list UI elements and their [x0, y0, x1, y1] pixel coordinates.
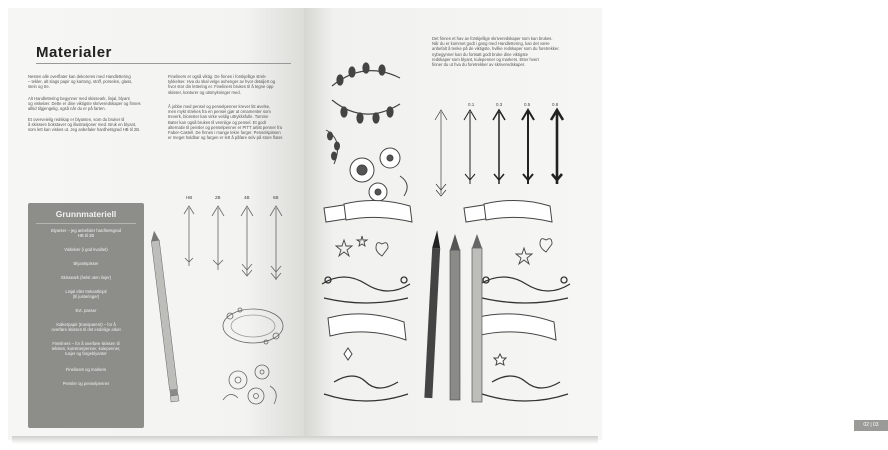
size-label-05: 0.5 — [524, 102, 531, 107]
paragraph-brush: Å jobbe med pensel og penselpenner krever litt øvelse, men mykt strekes fra en pensel gjør at ornamenter som treverk, blomster kan virke veldig uttrykksfulle. Tomme Bøter kan også brukes til vennlige og pensel. Et godt alternativ til pensler og penselpenner er PITT artist penner fra Faber-Castell. De finnes i mange lekre farger. Penselspissen er meget holdbar og fargen er lett å påføre selv på store flater. — [168, 104, 284, 141]
marker-illustration — [472, 234, 482, 402]
page-number: 02 | 03 — [854, 420, 888, 431]
banner-illustration-lower — [328, 314, 556, 365]
list-item: Skisseark (helst uten linjer) — [60, 275, 112, 280]
size-label-08: 0.8 — [552, 102, 559, 107]
fineliner-arrows — [435, 110, 563, 196]
open-book — [8, 8, 879, 444]
left-page — [8, 8, 304, 440]
flower-illustration — [350, 148, 407, 201]
paragraph-pencil: Et overveielig redskap er blyanten, som du bruker til å skissere bokstaver og illustrasjoner med. Bruk en blyant, som lett kan viskes ut. Jeg anbefaler hardhetsgrad HB til 2B. — [28, 117, 141, 133]
list-item: Fineliners – for å overføre skissen til teksten, kunstnerpenner, kulepenner, tusjer og fargeblyanter — [51, 341, 121, 356]
list-item: Pensler og penselpenner — [62, 381, 110, 386]
grade-label-2b: 2B — [215, 195, 221, 200]
flower-sketch — [223, 365, 276, 404]
page-title: Materialer — [36, 44, 112, 61]
paragraph-intro: Nesten alle overflater kan dekoreres med Handlettering – tekler, alt slags papir og kartong, stoff, porselen, glass, stein og tre. — [28, 74, 133, 90]
list-item: Viskelær (i god kvalitet) — [64, 247, 108, 252]
list-item: Linjal eller trekantlinjal (til justeringer) — [65, 289, 107, 299]
paragraph-tools: Alt Handlettering begynner med skisseark, linjal, blyant og viskelær. Dette er dine viktigste skriveredskaper og finnes alltid tilgjengelig, også når du er på farten. — [28, 96, 141, 112]
swirl-dividers — [322, 277, 570, 401]
list-item: Fineliners og markers — [65, 367, 107, 372]
pencil-illustration — [150, 230, 179, 402]
brush-pen-illustration — [450, 234, 460, 400]
list-item: Evt. passer — [75, 308, 97, 313]
book-shadow — [12, 436, 598, 444]
left-illustrations — [8, 8, 304, 440]
wreath-illustration — [332, 63, 400, 123]
list-item: Kalkerpapir (transparent) – for å overføre skissen til det endelige arket — [51, 322, 121, 332]
grade-label-6b: 6B — [273, 195, 279, 200]
pens-illustration — [424, 230, 482, 402]
grade-label-4b: 4B — [244, 195, 250, 200]
right-page — [304, 8, 879, 440]
arrow-sketches — [184, 206, 282, 280]
list-item: Blyantspisser — [73, 261, 99, 266]
right-illustrations — [304, 8, 602, 440]
sprig-illustration — [326, 130, 340, 164]
stars-hearts — [336, 236, 552, 264]
size-label-03: 0.3 — [496, 102, 503, 107]
grade-label-hb: HB — [186, 195, 193, 200]
paragraph-intro-right: Det finnes et hav av forskjellige skriveredskaper som kan brukes. Når du er kommet godt i gang med Handlettering, kan det være anbefalt å tenke på de viktigste, hvilke redskaper som du foretrekker. nybegynner kan du fortsatt godt bruke dine viktigste redskaper som blyant, kulepenner og markers. Etter hvert finner du ut hva du foretrekker av skriveredskaper. — [432, 36, 560, 68]
list-item: Blyanter – jeg anbefaler hardhetsgrad HB til 2B — [50, 228, 122, 238]
banner-illustration — [324, 200, 552, 222]
materials-box-heading: Grunnmateriell — [55, 209, 117, 219]
wreath-sketch — [223, 308, 283, 344]
paragraph-fineliners: Fineliners er også viktig. De finnes i forskjellige strek- tykkelser. Hva du skal velge avhenger av hvor detaljert og hvor stor din lettering er. Fineliners brukes til å tegne opp skisser, konturer og utsmykninger med. — [168, 74, 276, 95]
size-label-01: 0.1 — [468, 102, 475, 107]
brush-illustration — [424, 230, 441, 398]
